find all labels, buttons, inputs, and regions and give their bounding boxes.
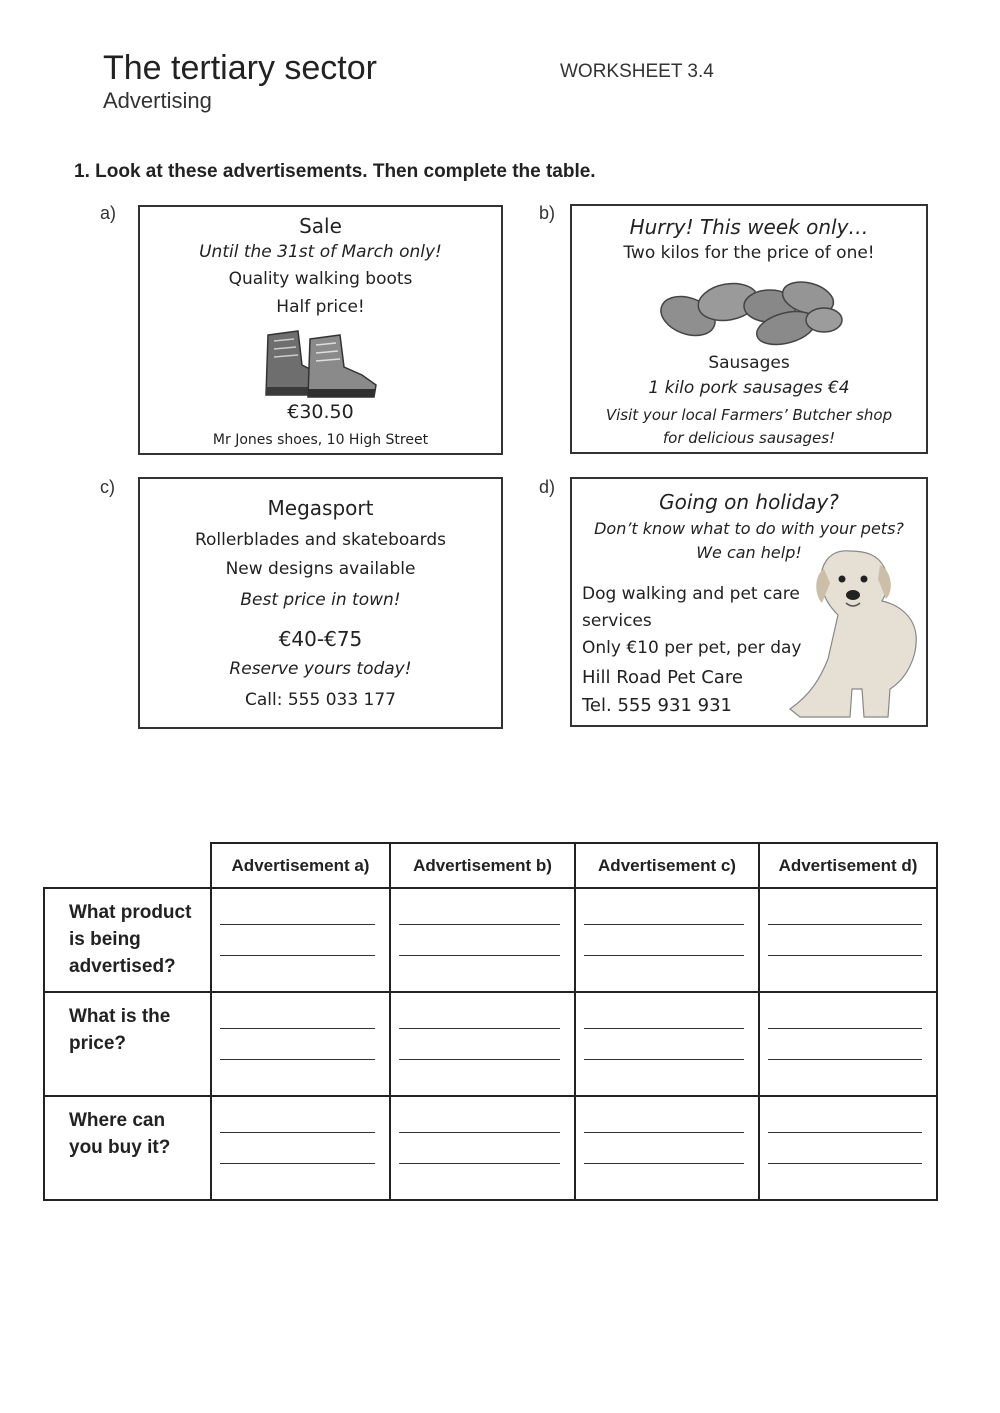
ad-a-heading: Sale [299, 214, 342, 238]
answer-line[interactable] [220, 1163, 375, 1164]
ad-a-price: €30.50 [287, 401, 354, 423]
answer-table [43, 842, 938, 1201]
ad-a-label: a) [100, 203, 117, 223]
row-question-where [44, 1096, 211, 1200]
answer-cell[interactable] [211, 888, 390, 992]
answer-cell[interactable] [390, 1096, 575, 1200]
ad-d-price: Only €10 per pet, per day [582, 638, 802, 658]
table-header: Advertisement a) [211, 843, 390, 888]
answer-line[interactable] [584, 955, 744, 956]
answer-line[interactable] [768, 924, 922, 925]
ad-c-price: €40-€75 [278, 627, 363, 651]
row-question-text: price? [69, 1033, 127, 1054]
ad-c-line: New designs available [225, 559, 416, 579]
answer-line[interactable] [399, 955, 560, 956]
ad-b-line: Visit your local Farmers’ Butcher shop [605, 406, 893, 424]
table-row [44, 1096, 937, 1200]
advertisement-d [570, 477, 928, 727]
row-question-text: What product [69, 902, 192, 923]
ad-a-address: Mr Jones shoes, 10 High Street [212, 432, 429, 448]
answer-line[interactable] [220, 1028, 375, 1029]
advertisement-a [138, 205, 503, 455]
walking-boots-icon [260, 325, 385, 400]
ad-b-price: 1 kilo pork sausages €4 [648, 378, 850, 398]
ad-d-line: services [582, 611, 652, 631]
page-subtitle: Advertising [103, 88, 212, 113]
answer-line[interactable] [768, 1059, 922, 1060]
answer-cell[interactable] [390, 888, 575, 992]
answer-cell[interactable] [575, 888, 759, 992]
answer-cell[interactable] [211, 992, 390, 1096]
table-header: Advertisement b) [390, 843, 575, 888]
ad-a-line: Until the 31st of March only! [199, 242, 442, 262]
sausages-icon [658, 276, 844, 348]
page-title: The tertiary sector [103, 49, 377, 87]
answer-cell[interactable] [759, 992, 937, 1096]
answer-line[interactable] [584, 1132, 744, 1133]
answer-line[interactable] [768, 955, 922, 956]
answer-line[interactable] [584, 1059, 744, 1060]
worksheet-number: WORKSHEET 3.4 [560, 61, 714, 82]
ad-d-business: Hill Road Pet Care [582, 667, 743, 688]
ad-b-line: for delicious sausages! [662, 429, 836, 447]
ad-d-heading: Going on holiday? [659, 490, 839, 514]
ad-d-line: Don’t know what to do with your pets? [594, 519, 904, 538]
ad-c-line: Best price in town! [240, 590, 401, 610]
ad-d-label: d) [539, 477, 556, 497]
answer-cell[interactable] [759, 1096, 937, 1200]
table-row [44, 992, 937, 1096]
ad-b-label: b) [539, 203, 556, 223]
answer-line[interactable] [584, 1163, 744, 1164]
ad-b-line: Two kilos for the price of one! [623, 243, 875, 263]
ad-d-line: Dog walking and pet care [582, 584, 800, 604]
ad-c-heading: Megasport [267, 496, 374, 520]
answer-line[interactable] [220, 955, 375, 956]
answer-line[interactable] [399, 924, 560, 925]
row-question-price [44, 992, 211, 1096]
table-header: Advertisement d) [759, 843, 937, 888]
advertisement-c [138, 477, 503, 729]
table-row [44, 888, 937, 992]
answer-cell[interactable] [759, 888, 937, 992]
ad-c-line: Reserve yours today! [229, 659, 412, 679]
ad-d-phone: Tel. 555 931 931 [582, 695, 732, 716]
row-question-text: is being [69, 929, 141, 950]
ad-a-line: Half price! [276, 297, 365, 317]
answer-line[interactable] [768, 1028, 922, 1029]
advertisement-b [570, 204, 928, 454]
row-question-text: advertised? [69, 956, 176, 977]
ad-b-product: Sausages [708, 353, 790, 373]
answer-line[interactable] [220, 924, 375, 925]
answer-cell[interactable] [575, 1096, 759, 1200]
answer-line[interactable] [220, 1132, 375, 1133]
row-question-text: Where can [69, 1110, 166, 1131]
answer-line[interactable] [399, 1028, 560, 1029]
answer-cell[interactable] [390, 992, 575, 1096]
answer-line[interactable] [399, 1132, 560, 1133]
answer-line[interactable] [220, 1059, 375, 1060]
ad-a-line: Quality walking boots [228, 269, 413, 289]
answer-line[interactable] [768, 1163, 922, 1164]
table-header: Advertisement c) [575, 843, 759, 888]
question-instruction: 1. Look at these advertisements. Then complete the table. [74, 161, 596, 182]
ad-b-heading: Hurry! This week only… [629, 215, 869, 239]
row-question-text: you buy it? [69, 1137, 171, 1158]
answer-line[interactable] [584, 1028, 744, 1029]
ad-c-line: Rollerblades and skateboards [194, 530, 447, 550]
row-question-product [44, 888, 211, 992]
row-question-text: What is the [69, 1006, 171, 1027]
answer-line[interactable] [768, 1132, 922, 1133]
ad-c-label: c) [100, 477, 115, 497]
ad-c-phone: Call: 555 033 177 [244, 690, 397, 710]
answer-line[interactable] [399, 1163, 560, 1164]
answer-cell[interactable] [575, 992, 759, 1096]
answer-line[interactable] [399, 1059, 560, 1060]
table-corner-cell [44, 843, 211, 888]
dog-icon [780, 539, 926, 723]
ad-d-line: We can help! [696, 543, 802, 562]
answer-cell[interactable] [211, 1096, 390, 1200]
answer-line[interactable] [584, 924, 744, 925]
